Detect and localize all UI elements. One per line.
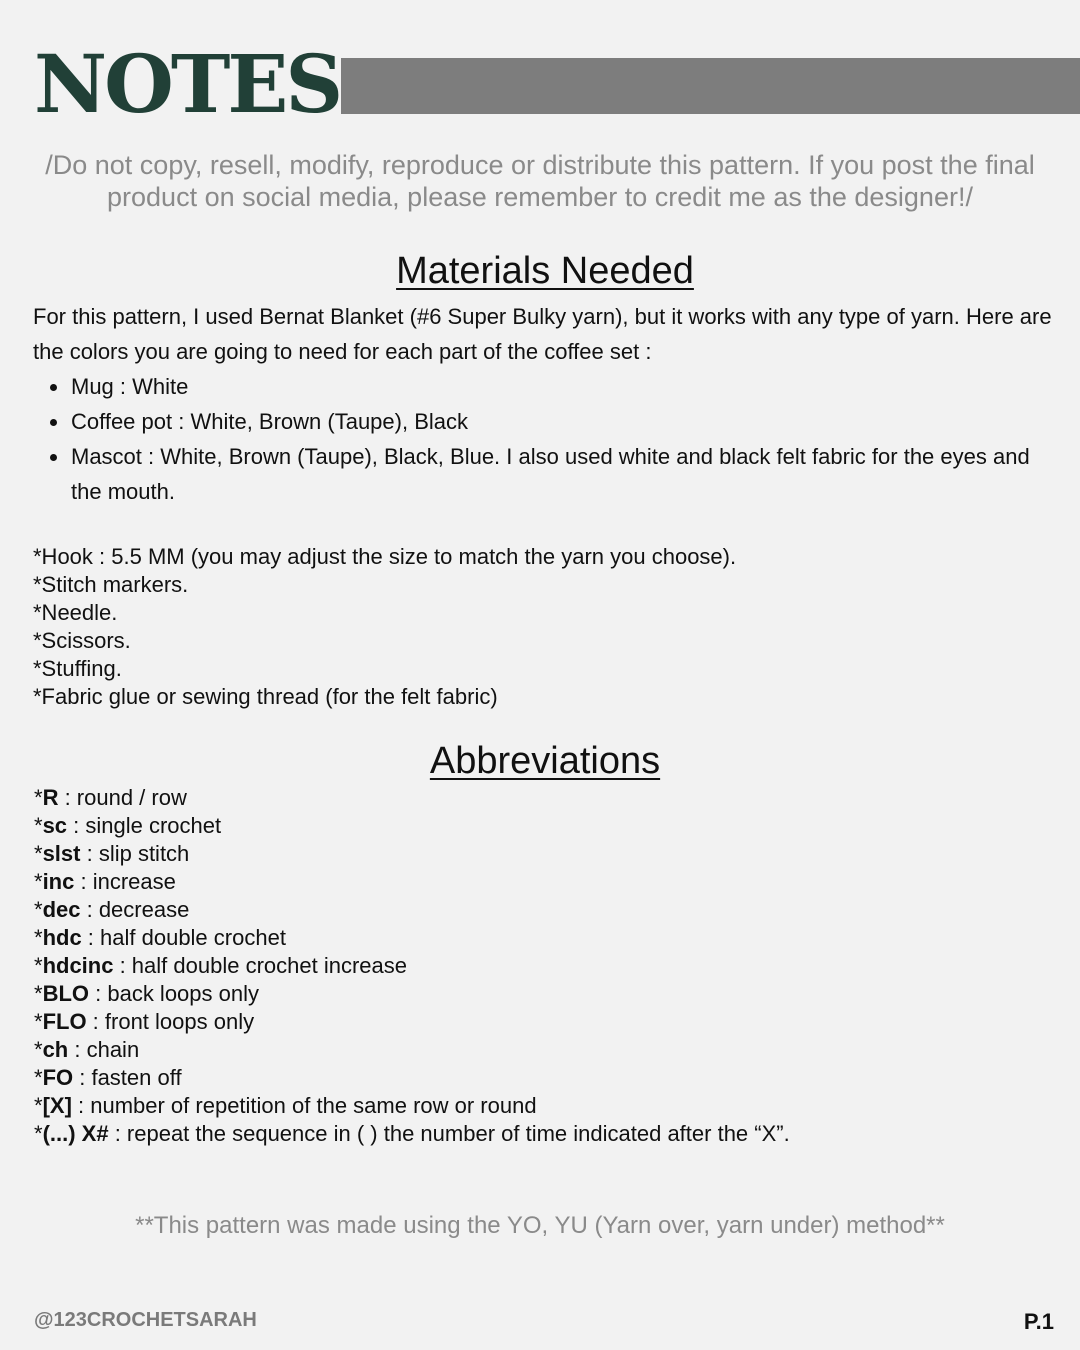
abbr-term: hdcinc — [42, 953, 114, 978]
abbr-term: sc — [42, 813, 68, 838]
abbr-definition: : repeat the sequence in ( ) the number of time indicated after the “X”. — [108, 1121, 790, 1146]
abbr-definition: : back loops only — [89, 981, 259, 1006]
list-item — [40, 404, 1040, 439]
abbr-prefix: * — [34, 1037, 43, 1062]
abbr-prefix: * — [34, 1065, 43, 1090]
abbreviation-item — [34, 1120, 1034, 1148]
tool-item: *Scissors. — [33, 628, 131, 653]
abbr-definition: : number of repetition of the same row or round — [71, 1093, 537, 1118]
abbr-prefix: * — [34, 841, 43, 866]
abbr-term: hdc — [42, 925, 82, 950]
list-item — [40, 369, 1040, 404]
social-handle: @123CROCHETSARAH — [34, 1309, 257, 1331]
abbreviation-item — [34, 1036, 1034, 1064]
bullet-icon — [50, 419, 57, 426]
abbr-definition: : slip stitch — [80, 841, 190, 866]
abbr-prefix: * — [34, 813, 43, 838]
abbreviation-item — [34, 1008, 1034, 1036]
tool-item: *Stitch markers. — [33, 572, 189, 597]
abbr-definition: : round / row — [58, 785, 187, 810]
abbr-prefix: * — [34, 869, 43, 894]
page-number: P.1 — [1023, 1309, 1054, 1334]
abbr-prefix: * — [34, 897, 43, 922]
tool-item: *Needle. — [33, 600, 118, 625]
abbr-term: slst — [42, 841, 81, 866]
tool-item: *Hook : 5.5 MM (you may adjust the size to match the yarn you choose). — [33, 544, 737, 569]
abbr-definition: : half double crochet — [81, 925, 286, 950]
abbr-prefix: * — [34, 1121, 43, 1146]
abbr-prefix: * — [34, 953, 43, 978]
abbr-definition: : decrease — [80, 897, 190, 922]
abbr-term: ch — [42, 1037, 69, 1062]
abbr-term: inc — [42, 869, 75, 894]
abbr-definition: : fasten off — [73, 1065, 182, 1090]
color-item-text: Coffee pot : White, Brown (Taupe), Black — [71, 409, 468, 434]
abbreviation-item — [34, 784, 1034, 812]
abbr-prefix: * — [34, 925, 43, 950]
abbr-prefix: * — [34, 1009, 43, 1034]
abbreviation-item — [34, 952, 1034, 980]
abbr-prefix: * — [34, 981, 43, 1006]
method-note: **This pattern was made using the YO, YU (Yarn over, yarn under) method** — [135, 1212, 945, 1239]
color-list — [40, 369, 1040, 509]
abbr-definition: : chain — [68, 1037, 140, 1062]
abbr-definition: : increase — [74, 869, 176, 894]
abbr-prefix: * — [34, 1093, 43, 1118]
abbreviations-heading: Abbreviations — [429, 740, 661, 782]
bullet-icon — [50, 384, 57, 391]
copyright-disclaimer: /Do not copy, resell, modify, reproduce or distribute this pattern. If you post the final product on social media, please remember to credit me as the designer!/ — [45, 150, 1035, 212]
abbreviation-item — [34, 924, 1034, 952]
abbr-term: FLO — [42, 1009, 87, 1034]
abbr-definition: : single crochet — [67, 813, 222, 838]
tools-list — [33, 543, 1033, 711]
abbreviation-item — [34, 812, 1034, 840]
abbr-definition: : front loops only — [86, 1009, 255, 1034]
abbreviation-item — [34, 1064, 1034, 1092]
abbreviation-item — [34, 1092, 1034, 1120]
tool-item: *Stuffing. — [33, 656, 122, 681]
materials-heading: Materials Needed — [396, 250, 694, 292]
abbreviation-list — [34, 784, 1034, 1148]
abbr-term: dec — [42, 897, 81, 922]
abbr-definition: : half double crochet increase — [113, 953, 407, 978]
bullet-icon — [50, 454, 57, 461]
color-item-text: Mug : White — [71, 374, 189, 399]
abbr-term: [X] — [42, 1093, 72, 1118]
abbreviation-item — [34, 840, 1034, 868]
abbreviation-item — [34, 868, 1034, 896]
title-bar-divider — [341, 58, 1080, 114]
color-item-text: Mascot : White, Brown (Taupe), Black, Blue. I also used white and black felt fabric for the eyes and the mouth. — [71, 444, 1030, 504]
tool-item: *Fabric glue or sewing thread (for the felt fabric) — [33, 684, 498, 709]
list-item — [40, 439, 1040, 509]
abbr-term: FO — [42, 1065, 74, 1090]
page-title: NOTES — [34, 37, 341, 131]
abbr-term: R — [42, 785, 59, 810]
abbreviation-item — [34, 896, 1034, 924]
abbr-term: (...) X# — [42, 1121, 109, 1146]
abbr-prefix: * — [34, 785, 43, 810]
abbreviation-item — [34, 980, 1034, 1008]
abbr-term: BLO — [42, 981, 90, 1006]
materials-intro: For this pattern, I used Bernat Blanket (#6 Super Bulky yarn), but it works with any type of yarn. Here are the colors you are going to need for each part of the coffee set : — [33, 304, 1052, 364]
